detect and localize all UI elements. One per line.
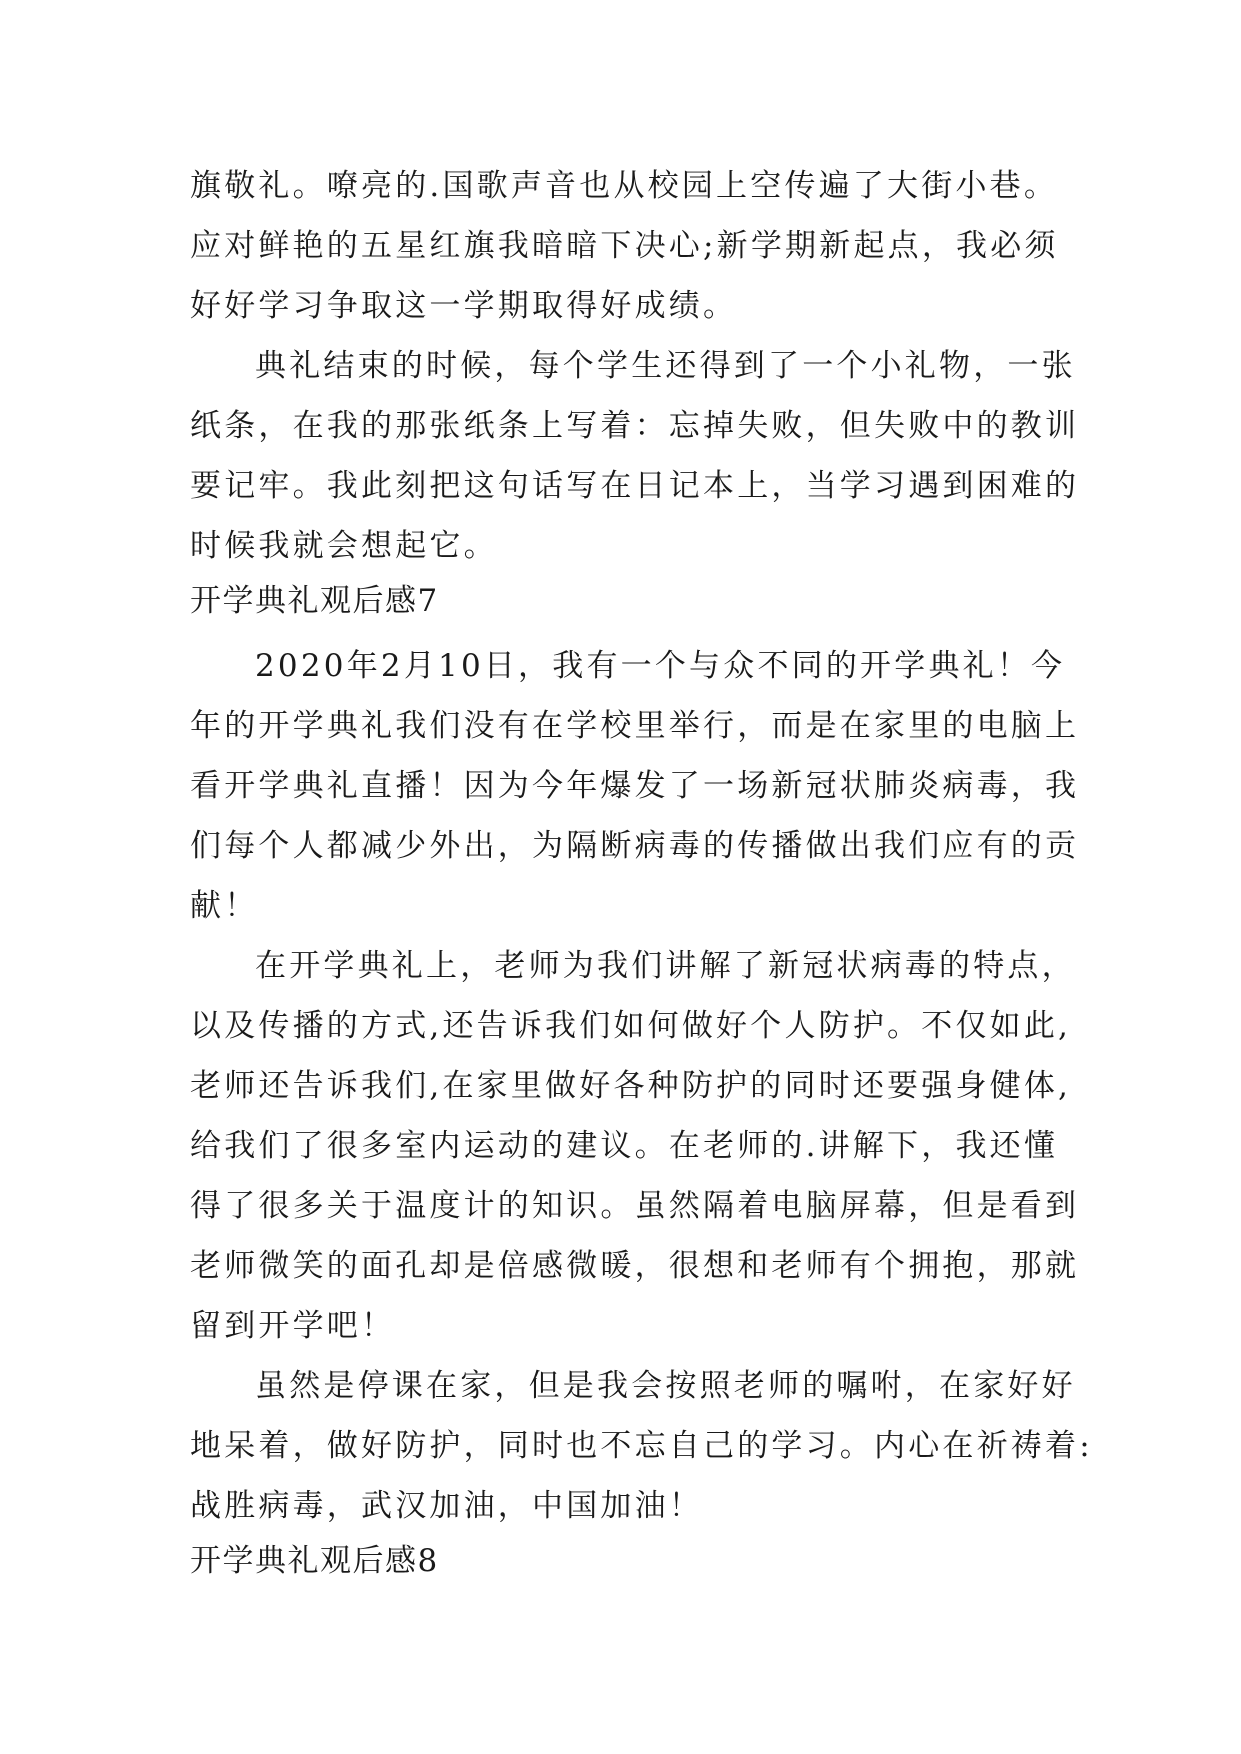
- body-text-line: 老师还告诉我们,在家里做好各种防护的同时还要强身健体,: [190, 1068, 1072, 1104]
- body-text-line: 要记牢。我此刻把这句话写在日记本上，当学习遇到困难的: [190, 468, 1080, 504]
- section-heading: 开学典礼观后感8: [190, 1543, 439, 1579]
- body-text-line: 应对鲜艳的五星红旗我暗暗下决心;新学期新起点，我必须: [190, 228, 1059, 264]
- body-text-line: 们每个人都减少外出，为隔断病毒的传播做出我们应有的贡: [190, 828, 1080, 864]
- body-text-line: 看开学典礼直播！因为今年爆发了一场新冠状肺炎病毒，我: [190, 768, 1080, 804]
- body-text-line: 时候我就会想起它。: [190, 528, 498, 564]
- body-text-line: 留到开学吧！: [190, 1308, 396, 1344]
- body-text-line: 得了很多关于温度计的知识。虽然隔着电脑屏幕，但是看到: [190, 1188, 1080, 1224]
- body-text-line: 旗敬礼。嘹亮的.国歌声音也从校园上空传遍了大街小巷。: [190, 168, 1059, 204]
- paragraph-first-line: 在开学典礼上，老师为我们讲解了新冠状病毒的特点，: [255, 948, 1076, 984]
- body-text-line: 纸条，在我的那张纸条上写着：忘掉失败，但失败中的教训: [190, 408, 1080, 444]
- paragraph-first-line: 虽然是停课在家，但是我会按照老师的嘱咐，在家好好: [255, 1368, 1076, 1404]
- body-text-line: 老师微笑的面孔却是倍感微暖，很想和老师有个拥抱，那就: [190, 1248, 1080, 1284]
- section-heading: 开学典礼观后感7: [190, 583, 439, 619]
- body-text-line: 献！: [190, 888, 259, 924]
- body-text-line: 给我们了很多室内运动的建议。在老师的.讲解下，我还懂: [190, 1128, 1059, 1164]
- body-text-line: 地呆着，做好防护，同时也不忘自己的学习。内心在祈祷着:: [190, 1428, 1093, 1464]
- paragraph-first-line: 2020年2月10日，我有一个与众不同的开学典礼！今: [255, 648, 1066, 684]
- body-text-line: 好好学习争取这一学期取得好成绩。: [190, 288, 738, 324]
- paragraph-first-line: 典礼结束的时候，每个学生还得到了一个小礼物，一张: [255, 348, 1076, 384]
- body-text-line: 年的开学典礼我们没有在学校里举行，而是在家里的电脑上: [190, 708, 1080, 744]
- body-text-line: 以及传播的方式,还告诉我们如何做好个人防护。不仅如此,: [190, 1008, 1072, 1044]
- body-text-line: 战胜病毒，武汉加油，中国加油！: [190, 1488, 703, 1524]
